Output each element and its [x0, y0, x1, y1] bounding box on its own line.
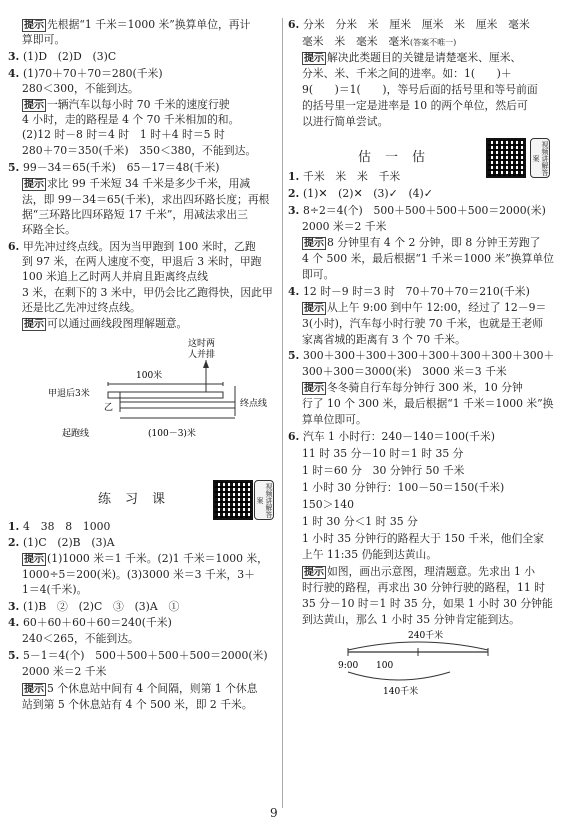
answer-line — [22, 583, 87, 597]
question-number: 6. — [288, 430, 304, 443]
answer-note: (答案不唯一) — [409, 38, 457, 47]
answer-text: 4 38 8 1000 — [23, 520, 111, 533]
hint-tag: 提示 — [24, 20, 44, 31]
diagram-label-start-time: 9:00 — [338, 661, 359, 671]
answer-text: 1 小时 35 分钟行的路程大于 150 千米，他们全家 — [302, 532, 544, 545]
answer-text: 汽车 1 小时行：240－140＝100(千米) — [303, 430, 495, 443]
answer-text: 一辆汽车以每小时 70 千米的速度行驶 — [47, 98, 230, 111]
answer-line — [302, 83, 538, 97]
answer-text: 即可。 — [302, 268, 335, 281]
section-title-practice: 练习课 — [98, 492, 180, 507]
question-number: 3. — [8, 50, 24, 63]
answer-text: 分米 分米 米 厘米 厘米 米 厘米 毫米 — [303, 18, 530, 31]
answer-text: 5－1＝4(个) 500＋500＋500＋500＝2000(米) — [23, 649, 268, 662]
qr-video-badge: 视频讲解答案 — [254, 480, 274, 520]
question-number: 4. — [288, 285, 304, 298]
answer-line — [22, 682, 258, 696]
answer-text: 280＋70＝350(千米) 350＜380，不能到达。 — [22, 144, 257, 157]
answer-line — [302, 268, 334, 282]
answer-line — [302, 67, 512, 81]
answer-text: 千米 米 米 千米 — [303, 170, 401, 183]
answer-text: 280＜300，不能到达。 — [22, 82, 139, 95]
answer-line — [288, 170, 400, 184]
question-number: 2. — [288, 187, 304, 200]
answer-line — [8, 67, 163, 81]
answer-text: 150＞140 — [302, 498, 355, 511]
answer-line — [288, 285, 530, 299]
answer-text: 240＜265，不能到达。 — [22, 632, 139, 645]
answer-text: 300＋300＝3000(米) 3000 米＝3 千米 — [302, 365, 507, 378]
question-number: 6. — [8, 240, 24, 253]
question-number: 5. — [8, 649, 24, 662]
page-number: 9 — [270, 806, 278, 820]
answer-text: 5 个休息站中间有 4 个间隔，则第 1 个休息 — [47, 682, 258, 695]
question-number: 5. — [288, 349, 304, 362]
answer-text: 上午 11:35 仍能到达黄山。 — [302, 548, 438, 561]
diagram-label-97: (100－3)米 — [148, 429, 196, 439]
answer-text: 据“三环路比四环路短 17 千米”，用减法求出三 — [22, 208, 248, 221]
answer-text: 求比 99 千米短 34 千米是多少千米，用减 — [47, 177, 251, 190]
answer-text: 1 小时 30 分钟行：100－50＝150(千米) — [302, 481, 505, 494]
answer-text: 1000÷5＝200(米)。(3)3000 米＝3 千米，3＋ — [22, 568, 255, 581]
answer-line — [302, 548, 437, 562]
hint-tag: 提示 — [304, 567, 324, 578]
answer-line — [302, 365, 507, 379]
answer-line — [302, 252, 554, 266]
answer-line — [22, 193, 269, 207]
hint-tag: 提示 — [304, 383, 324, 394]
answer-line — [288, 204, 546, 218]
hint-tag: 提示 — [24, 554, 44, 565]
answer-line — [302, 381, 523, 395]
answer-line — [22, 33, 65, 47]
answer-line — [22, 98, 230, 112]
diagram-label-start: 起跑线 — [62, 429, 90, 439]
answer-text: (1)D (2)D (3)C — [23, 50, 117, 63]
answer-line — [22, 317, 187, 331]
answer-text: 以进行简单尝试。 — [302, 115, 389, 128]
answer-text: 300＋300＋300＋300＋300＋300＋300＋300＋ — [303, 349, 555, 362]
answer-text: 到 97 米，在两人速度不变，甲退后 3 米时，甲跑 — [22, 255, 262, 268]
answer-line — [22, 113, 239, 127]
diagram-label-100: 100米 — [136, 371, 163, 381]
answer-text: (1)1000 米＝1 千米。(2)1 千米＝1000 米， — [47, 552, 268, 565]
question-number: 5. — [8, 161, 24, 174]
answer-line — [8, 649, 268, 663]
answer-text: 3 米，在剩下的 3 米中，甲仍会比乙跑得快，因此甲 — [22, 286, 273, 299]
answer-text: 的括号里一定是进率是 10 的两个单位，然后可 — [302, 99, 528, 112]
answer-line — [8, 161, 219, 175]
answer-text: 解决此类题目的关键是请楚毫米、厘米、 — [327, 51, 522, 64]
answer-line — [22, 552, 268, 566]
answer-text: 时行驶的路程，再求出 30 分钟行驶的路程，11 时 — [302, 581, 545, 594]
answer-line — [8, 50, 116, 64]
answer-line — [22, 128, 225, 142]
answer-text: 1＝4(千米)。 — [22, 583, 88, 596]
distance-line-diagram — [328, 628, 528, 708]
answer-text: 1 时＝60 分 30 分钟行 50 千米 — [302, 464, 465, 477]
answer-line — [22, 255, 261, 269]
answer-text: 4 个 500 米，最后根据“1 千米＝1000 米”换算单位 — [302, 252, 554, 265]
answer-text: 环路全长。 — [22, 223, 76, 236]
answer-line — [302, 447, 463, 461]
qr-code-icon[interactable] — [213, 480, 253, 520]
answer-line — [22, 568, 255, 582]
answer-line — [22, 18, 250, 32]
answer-line — [302, 464, 464, 478]
answer-text: 60＋60＋60＋60＝240(千米) — [23, 616, 172, 629]
answer-line — [302, 51, 521, 65]
answer-line — [8, 600, 179, 614]
answer-line — [22, 270, 208, 284]
answer-text: 9( )＝1( )，等号后面的括号里和等号前面 — [302, 83, 538, 96]
answer-line — [302, 413, 367, 427]
answer-line — [288, 18, 530, 32]
answer-line — [302, 498, 354, 512]
race-line-diagram — [48, 336, 278, 446]
answer-text: 11 时 35 分－10 时＝1 时 35 分 — [302, 447, 464, 460]
diagram-label-240: 240千米 — [408, 631, 444, 641]
answer-line — [302, 301, 546, 315]
diagram-label-140: 140千米 — [383, 687, 419, 697]
answer-line — [302, 481, 504, 495]
answer-text: (1)✕ (2)✕ (3)✓ (4)✓ — [303, 187, 433, 200]
answer-line — [302, 99, 528, 113]
answer-line — [302, 317, 543, 331]
answer-line — [22, 82, 139, 96]
hint-tag: 提示 — [304, 53, 324, 64]
answer-line — [8, 520, 110, 534]
answer-line — [8, 616, 172, 630]
answer-text: 8÷2＝4(个) 500＋500＋500＋500＝2000(米) — [303, 204, 546, 217]
answer-text: 4 小时，走的路程是 4 个 70 千米相加的和。 — [22, 113, 240, 126]
answer-text: 毫米 米 毫米 毫米 — [302, 35, 410, 48]
answer-line — [302, 333, 466, 347]
hint-tag: 提示 — [24, 684, 44, 695]
answer-text: 到达黄山，那么 1 小时 35 分钟肯定能到达。 — [302, 613, 520, 626]
answer-text: 站到第 5 个休息站有 4 个 500 米，即 2 千米。 — [22, 698, 253, 711]
question-number: 3. — [8, 600, 24, 613]
answer-line — [302, 35, 456, 50]
hint-tag: 提示 — [24, 319, 44, 330]
answer-text: 还是比乙先冲过终点线。 — [22, 301, 141, 314]
answer-text: 算即可。 — [22, 33, 66, 46]
answer-text: 甲先冲过终点线。因为当甲跑到 100 米时，乙跑 — [23, 240, 256, 253]
answer-line — [22, 698, 253, 712]
diagram-label-jia: 甲退后3米 — [48, 389, 90, 399]
answer-text: 冬冬骑自行车每分钟行 300 米，10 分钟 — [327, 381, 523, 394]
hint-tag: 提示 — [304, 303, 324, 314]
answer-line — [302, 220, 386, 234]
answer-line — [22, 208, 248, 222]
answer-line — [8, 240, 256, 254]
diagram-label-together2: 人并排 — [188, 350, 216, 360]
answer-text: (1)70＋70＋70＝280(千米) — [23, 67, 163, 80]
answer-line — [288, 187, 433, 201]
answer-text: (2)12 时－8 时＝4 时 1 时＋4 时＝5 时 — [22, 128, 225, 141]
answer-line — [302, 515, 418, 529]
answer-line — [302, 236, 540, 250]
answer-text: 可以通过画线段图理解题意。 — [47, 317, 188, 330]
answer-line — [22, 632, 139, 646]
answer-text: 算单位即可。 — [302, 413, 367, 426]
answer-text: (1)C (2)B (3)A — [23, 536, 115, 549]
answer-text: 法，即 99－34＝65(千米)，求出四环路长度；再根 — [22, 193, 270, 206]
question-number: 3. — [288, 204, 304, 217]
answer-text: 99－34＝65(千米) 65－17＝48(千米) — [23, 161, 220, 174]
answer-line — [302, 597, 553, 611]
answer-text: 如图，画出示意图，理清题意。先求出 1 小 — [327, 565, 536, 578]
answer-line — [8, 536, 115, 550]
answer-line — [302, 565, 535, 579]
answer-text: 先根据“1 千米＝1000 米”换算单位，再计 — [47, 18, 251, 31]
answer-text: 分米、米、千米之间的进率。如：1( )＋ — [302, 67, 512, 80]
answer-text: (1)B ② (2)C ③ (3)A ① — [23, 600, 180, 613]
answer-line — [302, 115, 388, 129]
answer-text: 12 时－9 时＝3 时 70＋70＋70＝210(千米) — [303, 285, 530, 298]
answer-line — [22, 223, 76, 237]
answer-line — [302, 532, 544, 546]
column-divider — [282, 18, 283, 808]
diagram-label-yi: 乙 — [104, 403, 114, 413]
answer-text: 家离省城的距离有 3 个 70 千米。 — [302, 333, 466, 346]
answer-text: 1 时 30 分＜1 时 35 分 — [302, 515, 418, 528]
answer-text: 3(小时)，汽车每小时行驶 70 千米，也就是王老师 — [302, 317, 544, 330]
answer-line — [302, 613, 520, 627]
diagram-label-together: 这时两 — [188, 339, 216, 349]
answer-text: 100 米追上乙时两人并肩且距离终点线 — [22, 270, 208, 283]
answer-text: 2000 米＝2 千米 — [22, 665, 107, 678]
answer-line — [22, 177, 250, 191]
qr-code-icon[interactable] — [486, 138, 526, 178]
hint-tag: 提示 — [24, 100, 44, 111]
question-number: 4. — [8, 67, 24, 80]
answer-text: 2000 米＝2 千米 — [302, 220, 387, 233]
hint-tag: 提示 — [24, 179, 44, 190]
answer-text: 从上午 9:00 到中午 12:00，经过了 12－9＝ — [327, 301, 547, 314]
answer-line — [22, 301, 141, 315]
answer-line — [302, 397, 553, 411]
answer-line — [288, 430, 495, 444]
section-title-estimate: 估一估 — [358, 150, 440, 165]
answer-line — [288, 349, 554, 363]
answer-line — [22, 665, 106, 679]
diagram-label-100: 100 — [376, 661, 394, 671]
question-number: 4. — [8, 616, 24, 629]
answer-line — [22, 144, 256, 158]
answer-text: 35 分－10 时＝1 时 35 分，如果 1 小时 30 分钟能 — [302, 597, 553, 610]
answer-line — [302, 581, 545, 595]
answer-text: 行了 10 个 300 米，最后根据“1 千米＝1000 米”换 — [302, 397, 554, 410]
question-number: 1. — [288, 170, 304, 183]
question-number: 1. — [8, 520, 24, 533]
hint-tag: 提示 — [304, 238, 324, 249]
question-number: 2. — [8, 536, 24, 549]
qr-video-badge: 视频讲解答案 — [530, 138, 550, 178]
answer-text: 8 分钟里有 4 个 2 分钟，即 8 分钟王芳跑了 — [327, 236, 541, 249]
answer-line — [22, 286, 273, 300]
diagram-label-finish: 终点线 — [240, 399, 268, 409]
question-number: 6. — [288, 18, 304, 31]
